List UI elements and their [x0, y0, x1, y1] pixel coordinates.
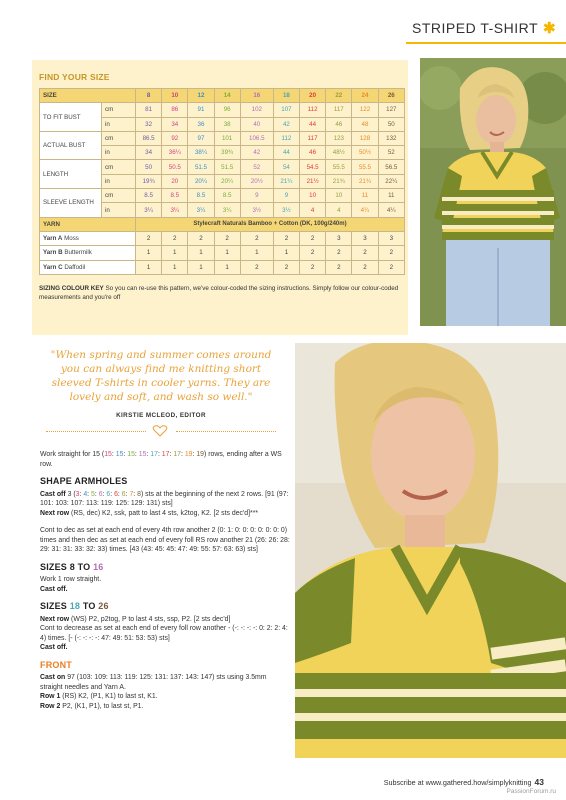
measurement-cell: 54	[273, 160, 299, 174]
measurement-cell: 4¼	[378, 203, 404, 217]
measurement-cell: 46	[300, 146, 326, 160]
page-footer	[384, 777, 544, 787]
measurement-cell: 56.5	[378, 160, 404, 174]
measurement-cell: 22¼	[378, 174, 404, 188]
measurement-unit: in	[102, 174, 136, 188]
measurement-cell: 97	[188, 131, 214, 145]
size-column-header: 18	[273, 89, 299, 103]
measurement-cell: 44	[273, 146, 299, 160]
measurement-cell: 34	[136, 146, 162, 160]
measurement-cell: 50	[136, 160, 162, 174]
measurement-cell: 10	[326, 189, 352, 203]
measurement-cell: 112	[300, 103, 326, 117]
measurement-cell: 11	[352, 189, 378, 203]
measurement-cell: 36¼	[162, 146, 188, 160]
size-column-header: 24	[352, 89, 378, 103]
yarn-quantity-cell: 2	[136, 231, 162, 245]
measurement-cell: 51.5	[214, 160, 240, 174]
sizes-8-16-cast-off: Cast off.	[40, 585, 68, 593]
yarn-label	[40, 260, 136, 274]
size-column-header: 10	[162, 89, 188, 103]
measurement-cell: 3¼	[214, 203, 240, 217]
measurement-cell: 42	[240, 146, 273, 160]
measurement-cell: 21¾	[352, 174, 378, 188]
size-heading: FIND YOUR SIZE	[39, 72, 110, 82]
section-sizes-8-16	[40, 563, 290, 573]
measurement-cell: 20¼	[214, 174, 240, 188]
measurement-cell: 51.5	[188, 160, 214, 174]
measurement-row	[40, 103, 405, 117]
heart-icon	[152, 425, 168, 437]
measurement-cell: 40	[240, 117, 273, 131]
measurement-cell: 102	[240, 103, 273, 117]
measurement-cell: 55.5	[352, 160, 378, 174]
measurement-cell: 21¼	[273, 174, 299, 188]
model-photo-top-image	[420, 58, 566, 326]
measurement-cell: 44	[300, 117, 326, 131]
size-number: 15	[138, 451, 147, 458]
measurement-group-label: TO FIT BUST	[40, 103, 102, 132]
measurement-cell: 8.5	[188, 189, 214, 203]
sizes-8-16-line: Work 1 row straight.	[40, 576, 102, 583]
front-cast-on-label: Cast on	[40, 674, 66, 681]
size-column-header: 16	[240, 89, 273, 103]
yarn-name: Yarn B	[43, 249, 63, 257]
yarn-quantity-cell: 1	[136, 246, 162, 260]
measurement-cell: 46	[326, 117, 352, 131]
measurement-cell: 81	[136, 103, 162, 117]
page-header	[406, 14, 566, 42]
sizes-8-16-title-last: 16	[93, 561, 104, 572]
sizes-18-26-title-b: 26	[98, 601, 109, 611]
measurement-cell: 11	[378, 189, 404, 203]
model-photo-bottom-image	[295, 343, 566, 758]
pattern-instructions	[40, 450, 290, 719]
yarn-quantity-cell: 1	[188, 260, 214, 274]
measurement-cell: 55.5	[326, 160, 352, 174]
yarn-quantity-cell: 2	[378, 246, 404, 260]
sizes-8-16-title-pre: SIZES 8 TO	[40, 561, 94, 572]
next-row-label: Next row	[40, 509, 70, 517]
pattern-title: STRIPED T-SHIRT	[412, 20, 539, 36]
armholes-continue: Cont to dec as set at each end of every 4th row another 2 (0: 1: 0: 0: 0: 0: 0: 0: 0) times and then dec as set at each end of every foll RS row another 21 (26: 26: 28: 29: 31: 31: 33: 32: 33) times. [43 (43: 45: 45: 47: 49: 55: 57: 63: 63) sts]	[40, 527, 290, 553]
cast-off-pre: 3 (	[67, 490, 76, 498]
subscribe-link[interactable]: Subscribe at www.gathered.how/simplyknitting	[383, 778, 532, 787]
yarn-quantity-cell: 2	[300, 231, 326, 245]
yarn-quantity-cell: 1	[240, 246, 273, 260]
measurement-cell: 122	[352, 103, 378, 117]
measurement-cell: 112	[273, 131, 299, 145]
size-number: 6	[114, 490, 118, 498]
measurement-group-label: LENGTH	[40, 160, 102, 189]
yarn-name: Yarn C	[43, 263, 63, 271]
measurement-cell: 86.5	[136, 131, 162, 145]
measurement-unit: cm	[102, 160, 136, 174]
sizes-18-26-continue: Cont to decrease as set at each end of every foll row another - (-: -: -: -: 0: 2: 2: 4: 4) times. [- (-: -: -: -: 47: 49: 51: 53: 53) sts]	[40, 625, 288, 642]
yarn-quantity-cell: 1	[214, 246, 240, 260]
yarn-quantity-cell: 2	[273, 260, 299, 274]
measurement-cell: 3¼	[162, 203, 188, 217]
next-row-text: (RS, dec) K2, ssk, patt to last 4 sts, k2tog, K2. [2 sts dec'd]***	[71, 509, 259, 517]
measurement-cell: 8.5	[162, 189, 188, 203]
section-front: FRONT	[40, 659, 72, 670]
size-column-header: 22	[326, 89, 352, 103]
yarn-header-row	[40, 217, 405, 231]
measurement-cell: 21½	[300, 174, 326, 188]
yarn-quantity-cell: 2	[214, 231, 240, 245]
measurement-cell: 52	[378, 146, 404, 160]
intro-paragraph	[40, 450, 290, 469]
editor-quote: "When spring and summer comes around you can always find me knitting short sleeved T-shirts in cooler yarns. They are lovely and soft, and wash so well."	[50, 349, 272, 403]
measurement-cell: 48½	[326, 146, 352, 160]
measurement-cell: 20½	[240, 174, 273, 188]
yarn-quantity-cell: 2	[273, 231, 299, 245]
quote-author: KIRSTIE MCLEOD, EDITOR	[116, 412, 206, 419]
yarn-quantity-cell: 3	[352, 231, 378, 245]
yarn-label	[40, 231, 136, 245]
yarn-quantity-cell: 2	[326, 246, 352, 260]
yarn-shade: Daffodil	[62, 263, 86, 271]
measurement-cell: 101	[214, 131, 240, 145]
measurement-unit: cm	[102, 131, 136, 145]
yarn-label	[40, 246, 136, 260]
cast-off-label: Cast off	[40, 490, 66, 498]
yarn-header-label: YARN	[40, 217, 136, 231]
measurement-cell: 39¾	[214, 146, 240, 160]
measurement-cell: 54.5	[300, 160, 326, 174]
section-shape-armholes: SHAPE ARMHOLES	[40, 476, 128, 486]
size-column-header: 8	[136, 89, 162, 103]
size-number: 17	[173, 451, 181, 458]
sizing-colour-key	[39, 284, 411, 302]
quote-divider-left	[46, 431, 146, 432]
size-number: 6	[121, 490, 126, 498]
measurement-cell: 50½	[352, 146, 378, 160]
front-row1-text: (RS) K2, (P1, K1) to last st, K1.	[62, 693, 158, 700]
measurement-row	[40, 131, 405, 145]
measurement-cell: 48	[352, 117, 378, 131]
intro-size-numbers: 15: 15: 15: 15: 17: 17: 17: 19: 19	[104, 451, 205, 458]
yarn-quantity-cell: 1	[214, 260, 240, 274]
header-rule	[406, 42, 566, 44]
front-row1-label: Row 1	[40, 693, 61, 700]
measurement-group-label: SLEEVE LENGTH	[40, 189, 102, 218]
quote-divider-right	[176, 431, 276, 432]
yarn-row	[40, 260, 405, 274]
measurement-cell: 9	[240, 189, 273, 203]
measurement-cell: 8.5	[214, 189, 240, 203]
yarn-quantity-cell: 2	[378, 260, 404, 274]
size-number: 7	[129, 490, 134, 498]
intro-post: ) rows, ending after a WS row.	[40, 451, 282, 468]
yarn-quantity-cell: 2	[240, 231, 273, 245]
size-number: 5	[91, 490, 95, 498]
size-number: 17	[150, 451, 158, 458]
size-number: 15	[127, 451, 135, 458]
measurement-cell: 127	[378, 103, 404, 117]
measurement-cell: 52	[240, 160, 273, 174]
yarn-row	[40, 246, 405, 260]
yarn-shade: Moss	[62, 235, 79, 243]
size-number: 15	[104, 451, 112, 458]
measurement-cell: 20¼	[188, 174, 214, 188]
section-sizes-18-26	[40, 602, 290, 612]
measurement-cell: 4	[300, 203, 326, 217]
measurement-cell: 38¼	[188, 146, 214, 160]
yarn-quantity-cell: 1	[136, 260, 162, 274]
yarn-quantity-cell: 2	[352, 260, 378, 274]
measurement-cell: 123	[326, 131, 352, 145]
yarn-quantity-cell: 1	[162, 246, 188, 260]
armholes-paragraph	[40, 490, 290, 519]
yarn-name: Yarn A	[43, 235, 63, 243]
size-number: 19	[184, 451, 193, 458]
measurement-cell: 4¼	[352, 203, 378, 217]
yarn-quantity-cell: 1	[188, 246, 214, 260]
yarn-quantity-cell: 2	[352, 246, 378, 260]
yarn-quantity-cell: 3	[326, 231, 352, 245]
measurement-cell: 128	[352, 131, 378, 145]
measurement-cell: 91	[188, 103, 214, 117]
size-number: 6	[106, 490, 111, 498]
measurement-cell: 4	[326, 203, 352, 217]
page-number: 43	[534, 777, 544, 787]
size-table	[39, 88, 405, 275]
measurement-cell: 117	[300, 131, 326, 145]
colour-key-text: So you can re-use this pattern, we've colour-coded the sizing instructions. Simply follow our colour-coded measurements and you're off	[39, 285, 399, 301]
measurement-unit: cm	[102, 103, 136, 117]
model-photo-top	[420, 58, 566, 326]
size-column-header: 14	[214, 89, 240, 103]
measurement-cell: 3½	[273, 203, 299, 217]
measurement-cell: 36	[188, 117, 214, 131]
measurement-unit: in	[102, 203, 136, 217]
yarn-quantity-cell: 1	[273, 246, 299, 260]
model-photo-bottom	[295, 343, 566, 758]
size-column-header: 20	[300, 89, 326, 103]
measurement-cell: 3¼	[188, 203, 214, 217]
measurement-cell: 20	[162, 174, 188, 188]
colour-key-label: SIZING COLOUR KEY	[39, 285, 104, 292]
flower-icon: ✱	[543, 20, 556, 37]
measurement-cell: 132	[378, 131, 404, 145]
size-number: 4	[83, 490, 88, 498]
size-number: 8	[137, 490, 141, 498]
measurement-cell: 3¼	[136, 203, 162, 217]
yarn-quantity-cell: 2	[162, 231, 188, 245]
measurement-cell: 42	[273, 117, 299, 131]
yarn-quantity-cell: 2	[326, 260, 352, 274]
measurement-cell: 38	[214, 117, 240, 131]
sizes-18-26-next-row-text: (WS) P2, p2tog, P to last 4 sts, ssp, P2. [2 sts dec'd]	[71, 615, 231, 623]
size-column-header: 12	[188, 89, 214, 103]
yarn-shade: Buttermilk	[62, 249, 92, 257]
measurement-cell: 32	[136, 117, 162, 131]
front-cast-on-text: 97 (103: 109: 113: 119: 125: 131: 137: 143: 147) sts using 3.5mm straight needles and Yarn A.	[40, 674, 267, 691]
measurement-cell: 9	[273, 189, 299, 203]
measurement-cell: 96	[214, 103, 240, 117]
measurement-cell: 19¾	[136, 174, 162, 188]
measurement-cell: 117	[326, 103, 352, 117]
size-number: 15	[115, 451, 124, 458]
measurement-cell: 50	[378, 117, 404, 131]
yarn-quantity-cell: 2	[300, 246, 326, 260]
size-header-row	[40, 89, 405, 103]
size-header-label: SIZE	[40, 89, 136, 103]
watermark: PassionForum.ru	[506, 788, 556, 795]
sizes-18-26-paragraph	[40, 615, 290, 653]
yarn-quantity-cell: 2	[188, 231, 214, 245]
sizes-18-26-next-row-label: Next row	[40, 615, 70, 623]
yarn-spec: Stylecraft Naturals Bamboo + Cotton (DK, 100g/240m)	[136, 217, 405, 231]
measurement-cell: 92	[162, 131, 188, 145]
measurement-cell: 86	[162, 103, 188, 117]
measurement-cell: 8.5	[136, 189, 162, 203]
yarn-quantity-cell: 3	[378, 231, 404, 245]
cast-off-post: ) sts at the beginning of the next 2 rows. [91 (97: 101: 103: 107: 113: 119: 125: 129: 131) sts]	[40, 490, 289, 507]
measurement-cell: 21¾	[326, 174, 352, 188]
cast-off-size-numbers: 3: 4: 5: 6: 6: 6: 6: 7: 8	[75, 490, 141, 498]
yarn-quantity-cell: 2	[240, 260, 273, 274]
yarn-quantity-cell: 1	[162, 260, 188, 274]
measurement-unit: cm	[102, 189, 136, 203]
measurement-group-label: ACTUAL BUST	[40, 131, 102, 160]
measurement-cell: 106.5	[240, 131, 273, 145]
measurement-cell: 34	[162, 117, 188, 131]
sizes-18-26-cast-off: Cast off.	[40, 644, 68, 651]
yarn-quantity-cell: 2	[300, 260, 326, 274]
measurement-unit: in	[102, 117, 136, 131]
measurement-cell: 10	[300, 189, 326, 203]
yarn-row	[40, 231, 405, 245]
front-row2-text: P2, (K1, P1), to last st, P1.	[62, 702, 144, 710]
front-row2-label: Row 2	[40, 702, 61, 710]
measurement-cell: 3½	[240, 203, 273, 217]
measurement-cell: 107	[273, 103, 299, 117]
size-number: 3	[75, 490, 80, 498]
sizes-18-26-title-mid: TO	[80, 601, 99, 611]
measurement-row	[40, 189, 405, 203]
sizes-18-26-title-pre: SIZES	[40, 601, 70, 611]
sizes-8-16-paragraph	[40, 575, 290, 594]
measurement-cell: 50.5	[162, 160, 188, 174]
size-column-header: 26	[378, 89, 404, 103]
measurement-row	[40, 160, 405, 174]
size-number: 19	[196, 451, 205, 458]
size-number: 17	[161, 451, 170, 458]
intro-pre: Work straight for 15 (	[40, 451, 105, 458]
size-number: 6	[98, 490, 103, 498]
front-paragraph	[40, 673, 290, 711]
measurement-unit: in	[102, 146, 136, 160]
sizes-18-26-title-a: 18	[69, 601, 81, 611]
